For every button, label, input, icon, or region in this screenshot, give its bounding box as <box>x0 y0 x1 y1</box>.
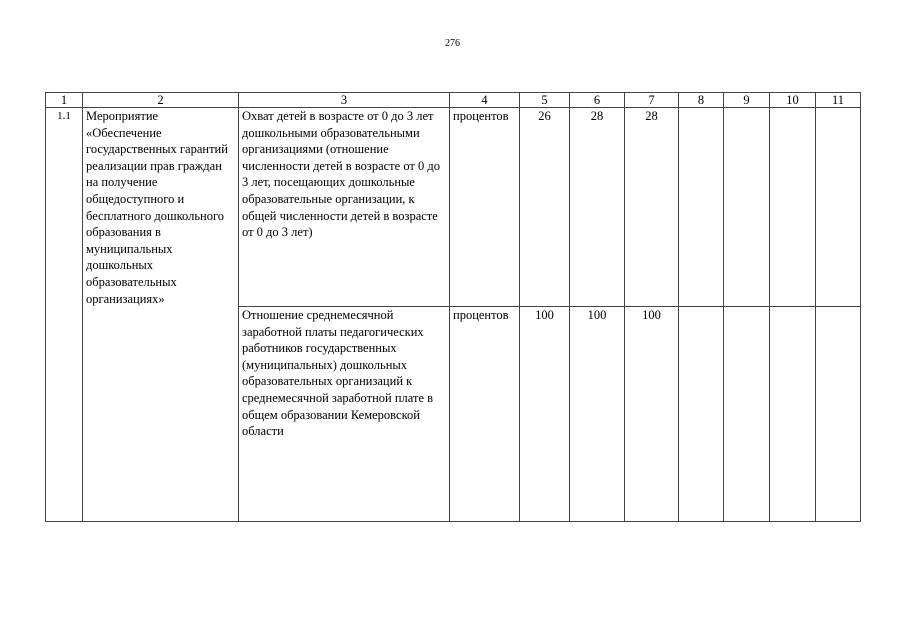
unit-of-measure: процентов <box>450 108 520 307</box>
unit-of-measure: процентов <box>450 307 520 522</box>
value-cell: 100 <box>625 307 679 522</box>
indicator-name: Охват детей в возрасте от 0 до 3 лет дошкольными образовательными организациями (отношение численности детей в возрасте от 0 до 3 лет, посещающих дошкольные образовательные организации, к общей численности детей в возрасте от 0 до 3 лет) <box>239 108 450 307</box>
page-number: 276 <box>445 38 460 49</box>
event-number: 1.1 <box>46 108 83 522</box>
table-row <box>46 108 861 307</box>
column-header-5: 5 <box>520 93 570 108</box>
column-header-2: 2 <box>83 93 239 108</box>
value-cell <box>770 307 816 522</box>
program-indicators-table <box>45 92 861 522</box>
column-header-4: 4 <box>450 93 520 108</box>
value-cell: 100 <box>520 307 570 522</box>
column-header-row <box>46 93 861 108</box>
value-cell: 28 <box>570 108 625 307</box>
column-header-6: 6 <box>570 93 625 108</box>
value-cell: 28 <box>625 108 679 307</box>
column-header-1: 1 <box>46 93 83 108</box>
value-cell <box>724 307 770 522</box>
column-header-9: 9 <box>724 93 770 108</box>
value-cell <box>679 307 724 522</box>
column-header-8: 8 <box>679 93 724 108</box>
column-header-11: 11 <box>816 93 861 108</box>
value-cell <box>770 108 816 307</box>
value-cell <box>816 108 861 307</box>
column-header-7: 7 <box>625 93 679 108</box>
column-header-3: 3 <box>239 93 450 108</box>
indicator-name: Отношение среднемесячной заработной платы педагогических работников государственных (муниципальных) дошкольных образовательных организаций к среднемесячной заработной плате в общем образовании Кемеровской области <box>239 307 450 522</box>
event-name: Мероприятие «Обеспечение государственных гарантий реализации прав граждан на получение общедоступного и бесплатного дошкольного образования в муниципальных дошкольных образовательных организациях» <box>83 108 239 522</box>
value-cell <box>724 108 770 307</box>
value-cell <box>816 307 861 522</box>
value-cell: 26 <box>520 108 570 307</box>
value-cell <box>679 108 724 307</box>
column-header-10: 10 <box>770 93 816 108</box>
value-cell: 100 <box>570 307 625 522</box>
